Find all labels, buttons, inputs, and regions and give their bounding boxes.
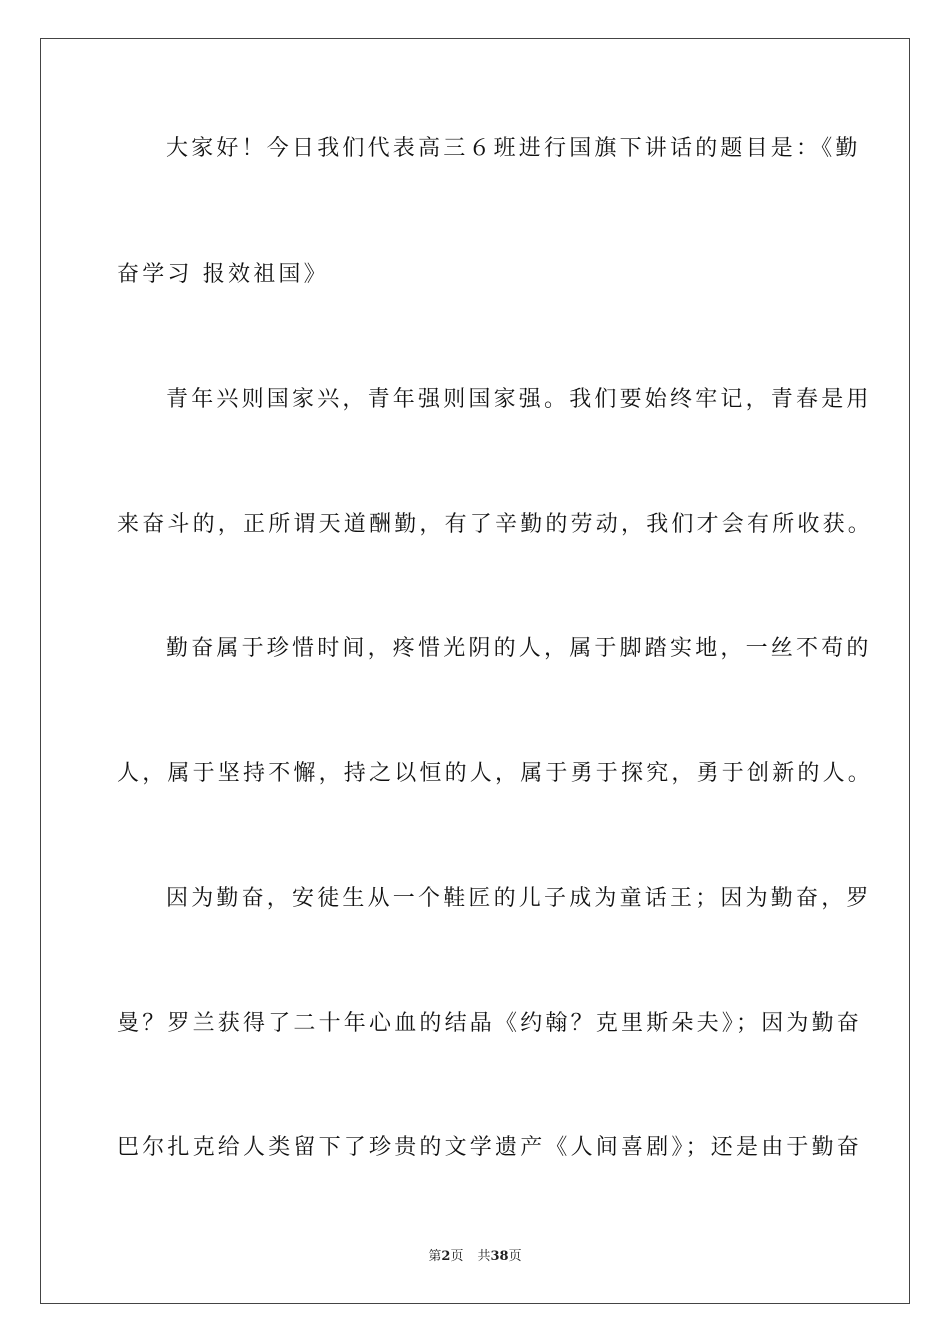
paragraph-2-line-1: 青年兴则国家兴，青年强则国家强。我们要始终牢记，青春是用 bbox=[166, 387, 872, 412]
footer-page-prefix: 第 bbox=[428, 1249, 442, 1264]
paragraph-3-line-1: 勤奋属于珍惜时间，疼惜光阴的人，属于脚踏实地，一丝不苟的 bbox=[166, 636, 872, 661]
footer-total-suffix: 页 bbox=[508, 1249, 522, 1264]
paragraph-4-line-2: 曼？罗兰获得了二十年心血的结晶《约翰？克里斯朵夫》；因为勤奋 bbox=[117, 1011, 863, 1036]
page-footer bbox=[0, 1248, 950, 1266]
paragraph-1-line-1: 大家好！今日我们代表高三６班进行国旗下讲话的题目是：《勤 bbox=[166, 136, 861, 161]
footer-total-pages: 38 bbox=[490, 1249, 509, 1264]
paragraph-3-line-2: 人，属于坚持不懈，持之以恒的人，属于勇于探究，勇于创新的人。 bbox=[117, 761, 874, 786]
footer-total-prefix: 共 bbox=[477, 1249, 491, 1264]
paragraph-4-line-3: 巴尔扎克给人类留下了珍贵的文学遗产《人间喜剧》；还是由于勤奋 bbox=[117, 1135, 863, 1160]
paragraph-1-line-2: 奋学习 报效祖国》 bbox=[117, 262, 329, 287]
footer-page-number: 2 bbox=[441, 1249, 451, 1264]
paragraph-4-line-1: 因为勤奋，安徒生从一个鞋匠的儿子成为童话王；因为勤奋，罗 bbox=[166, 886, 872, 911]
paragraph-2-line-2: 来奋斗的，正所谓天道酬勤，有了辛勤的劳动，我们才会有所收获。 bbox=[117, 512, 874, 537]
footer-page-suffix: 页 bbox=[450, 1249, 464, 1264]
page-border bbox=[40, 38, 910, 1304]
